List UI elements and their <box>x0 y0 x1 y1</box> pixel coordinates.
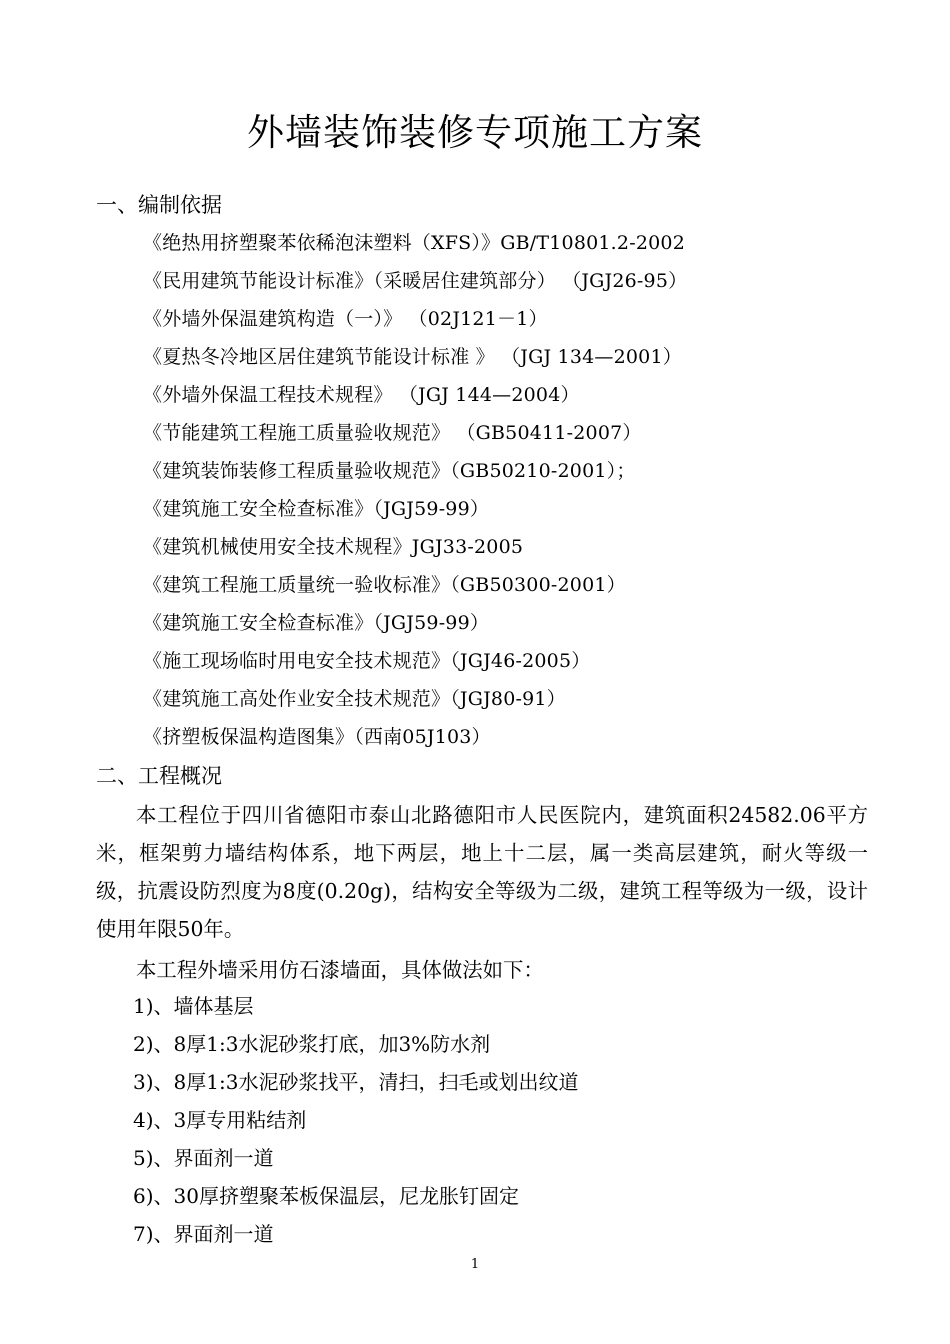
reference-item: 《外墙外保温建筑构造（一）》 （02J121－1） <box>143 308 548 330</box>
reference-item: 《建筑施工高处作业安全技术规范》（JGJ80-91） <box>143 688 566 710</box>
reference-item: 《民用建筑节能设计标准》（采暖居住建筑部分） （JGJ26-95） <box>143 270 688 292</box>
reference-item: 《建筑施工安全检查标准》（JGJ59-99） <box>143 498 490 520</box>
reference-item: 《绝热用挤塑聚苯依稀泡沫塑料（XFS）》GB/T10801.2-2002 <box>143 232 685 254</box>
reference-item: 《挤塑板保温构造图集》（西南05J103） <box>143 726 491 748</box>
reference-item: 《夏热冬冷地区居住建筑节能设计标准 》 （JGJ 134—2001） <box>143 346 682 368</box>
construction-step: 1)、墙体基层 <box>133 994 254 1018</box>
construction-step: 6)、30厚挤塑聚苯板保温层，尼龙胀钉固定 <box>133 1184 519 1208</box>
reference-item: 《外墙外保温工程技术规程》 （JGJ 144—2004） <box>143 384 580 406</box>
construction-step: 4)、3厚专用粘结剂 <box>133 1108 307 1132</box>
reference-item: 《建筑机械使用安全技术规程》JGJ33-2005 <box>143 536 524 558</box>
document-title: 外墙装饰装修专项施工方案 <box>247 111 703 154</box>
reference-item: 《建筑施工安全检查标准》（JGJ59-99） <box>143 612 490 634</box>
reference-item: 《建筑工程施工质量统一验收标准》（GB50300-2001） <box>143 574 626 596</box>
construction-step: 2)、8厚1:3水泥砂浆打底，加3%防水剂 <box>133 1032 491 1056</box>
section-heading-basis: 一、编制依据 <box>96 193 222 217</box>
reference-item: 《施工现场临时用电安全技术规范》（JGJ46-2005） <box>143 650 591 672</box>
reference-item: 《节能建筑工程施工质量验收规范》 （GB50411-2007） <box>143 422 642 444</box>
construction-step: 7)、界面剂一道 <box>133 1222 274 1246</box>
reference-item: 《建筑装饰装修工程质量验收规范》（GB50210-2001）； <box>143 460 636 482</box>
overview-paragraph: 本工程位于四川省德阳市泰山北路德阳市人民医院内，建筑面积24582.06平方米，框架剪力墙结构体系，地下两层，地上十二层，属一类高层建筑，耐火等级一级，抗震设防烈度为8度(0.20g)，结构安全等级为二级，建筑工程等级为一级，设计使用年限50年。 <box>96 803 868 941</box>
construction-step: 5)、界面剂一道 <box>133 1146 274 1170</box>
page-number: 1 <box>470 1257 480 1272</box>
construction-step: 3)、8厚1:3水泥砂浆找平，清扫，扫毛或划出纹道 <box>133 1070 579 1094</box>
method-intro-paragraph: 本工程外墙采用仿石漆墙面，具体做法如下： <box>136 958 544 982</box>
section-heading-overview: 二、工程概况 <box>96 764 222 788</box>
